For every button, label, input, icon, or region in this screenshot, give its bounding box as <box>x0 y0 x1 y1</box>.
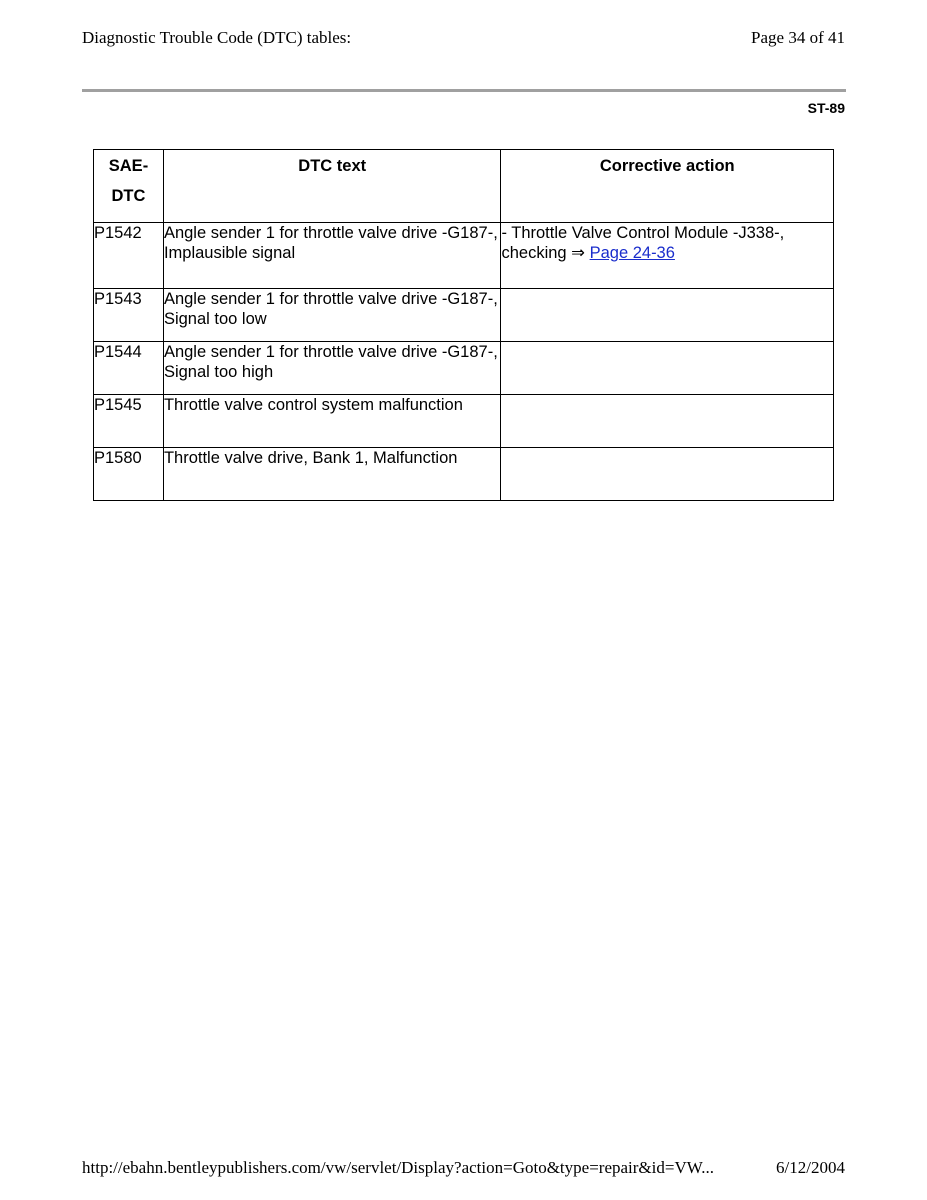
section-code: ST-89 <box>807 100 845 116</box>
dtc-table <box>93 149 834 501</box>
table-row <box>94 289 834 342</box>
dtc-text: Angle sender 1 for throttle valve drive -G187-, Signal too low <box>163 289 501 342</box>
header-dtc-label: DTC <box>111 187 146 205</box>
dtc-code: P1580 <box>94 448 164 501</box>
dtc-code: P1543 <box>94 289 164 342</box>
dtc-code: P1542 <box>94 223 164 289</box>
corrective-action-empty <box>501 395 834 448</box>
page-footer <box>82 1158 845 1178</box>
header-divider <box>82 89 846 92</box>
corrective-action <box>501 223 834 289</box>
column-header-dtc-text: DTC text <box>163 150 501 223</box>
dtc-text: Angle sender 1 for throttle valve drive -G187-, Implausible signal <box>163 223 501 289</box>
table-row <box>94 448 834 501</box>
column-header-corrective-action: Corrective action <box>501 150 834 223</box>
table-row <box>94 223 834 289</box>
page-reference-link[interactable]: Page 24-36 <box>589 244 675 262</box>
corrective-action-text: - Throttle Valve Control Module -J338-, checking ⇒ <box>501 224 785 262</box>
corrective-action-empty <box>501 289 834 342</box>
header-sae-label: SAE- <box>108 157 149 175</box>
corrective-action-empty <box>501 448 834 501</box>
column-header-sae-dtc <box>94 150 164 223</box>
corrective-action-empty <box>501 342 834 395</box>
print-date: 6/12/2004 <box>776 1158 845 1177</box>
dtc-code: P1545 <box>94 395 164 448</box>
source-url: http://ebahn.bentleypublishers.com/vw/servlet/Display?action=Goto&type=repair&id=VW... <box>82 1158 714 1177</box>
dtc-text: Angle sender 1 for throttle valve drive -G187-, Signal too high <box>163 342 501 395</box>
dtc-code: P1544 <box>94 342 164 395</box>
page-indicator: Page 34 of 41 <box>751 28 845 47</box>
table-row <box>94 342 834 395</box>
document-title: Diagnostic Trouble Code (DTC) tables: <box>82 28 352 47</box>
dtc-text: Throttle valve drive, Bank 1, Malfunction <box>163 448 501 501</box>
table-header-row <box>94 150 834 223</box>
dtc-text: Throttle valve control system malfunction <box>163 395 501 448</box>
table-row <box>94 395 834 448</box>
